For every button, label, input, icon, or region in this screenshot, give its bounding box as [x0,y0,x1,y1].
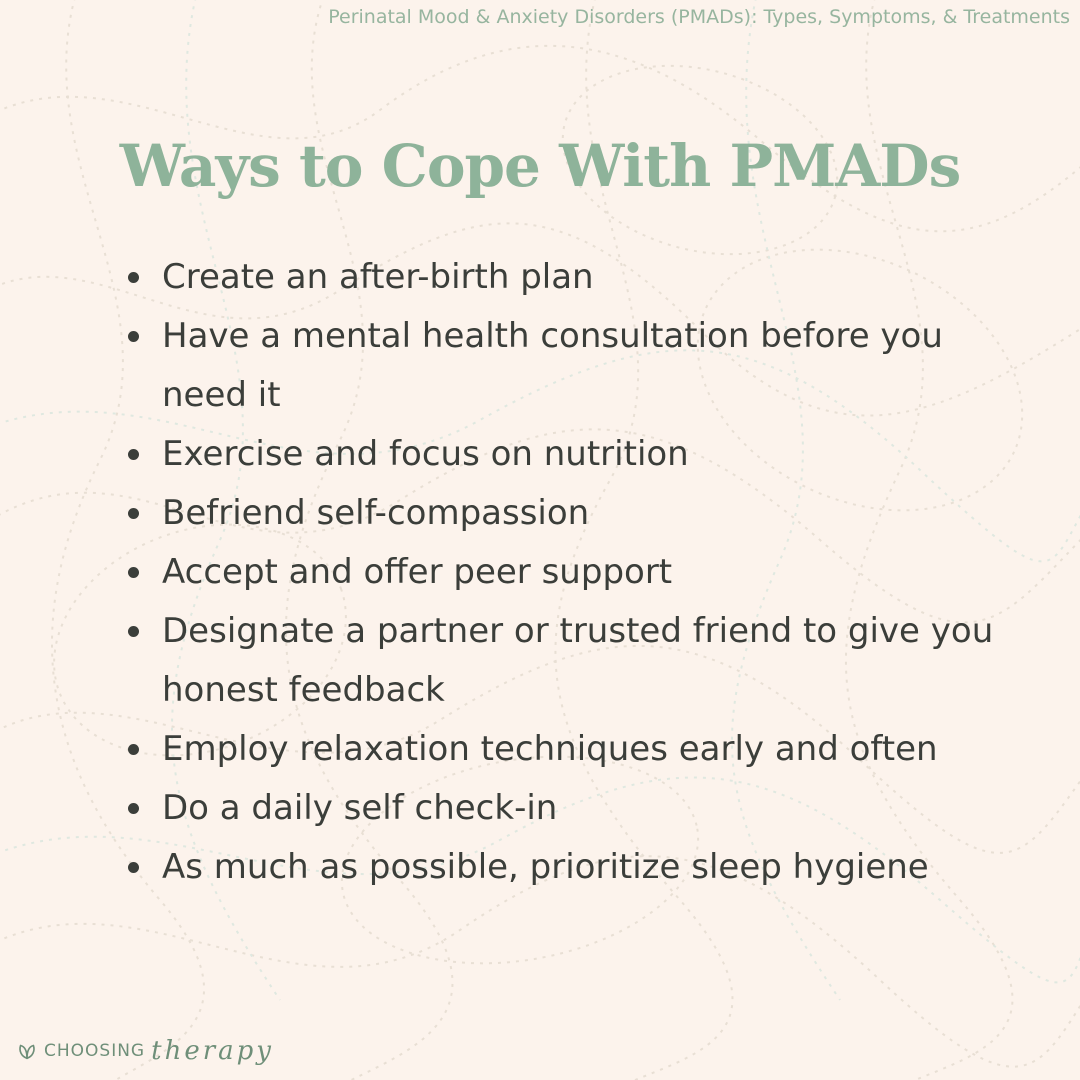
list-item-text: Befriend self-compassion [162,493,590,533]
page-title: Ways to Cope With PMADs [119,132,961,200]
bullet-icon [128,449,139,460]
bullet-icon [128,744,139,755]
list-item-text: Have a mental health consultation before you need it [162,316,943,415]
brand-name-therapy: therapy [151,1036,274,1066]
bullet-icon [128,331,139,342]
list-item [126,779,1026,838]
list-item [126,484,1026,543]
list-item [126,425,1026,484]
page-caption: Perinatal Mood & Anxiety Disorders (PMADs): Types, Symptoms, & Treatments [328,6,1070,28]
list-item [126,838,1026,897]
brand-logo [16,1036,274,1066]
bullet-icon [128,803,139,814]
list-item [126,602,1026,720]
list-item [126,307,1026,425]
list-item-text: Create an after-birth plan [162,257,594,297]
list-item [126,720,1026,779]
bullet-icon [128,862,139,873]
list-item-text: As much as possible, prioritize sleep hygiene [162,847,929,887]
tips-list [126,248,1026,897]
bullet-icon [128,508,139,519]
bullet-icon [128,626,139,637]
list-item-text: Accept and offer peer support [162,552,673,592]
brand-name-choosing: CHOOSING [44,1041,146,1061]
bullet-icon [128,567,139,578]
list-item [126,543,1026,602]
bullet-icon [128,272,139,283]
list-item-text: Do a daily self check-in [162,788,558,828]
list-item-text: Employ relaxation techniques early and often [162,729,938,769]
leaf-icon [16,1040,38,1062]
list-item-text: Designate a partner or trusted friend to give you honest feedback [162,611,994,710]
list-item-text: Exercise and focus on nutrition [162,434,689,474]
list-item [126,248,1026,307]
